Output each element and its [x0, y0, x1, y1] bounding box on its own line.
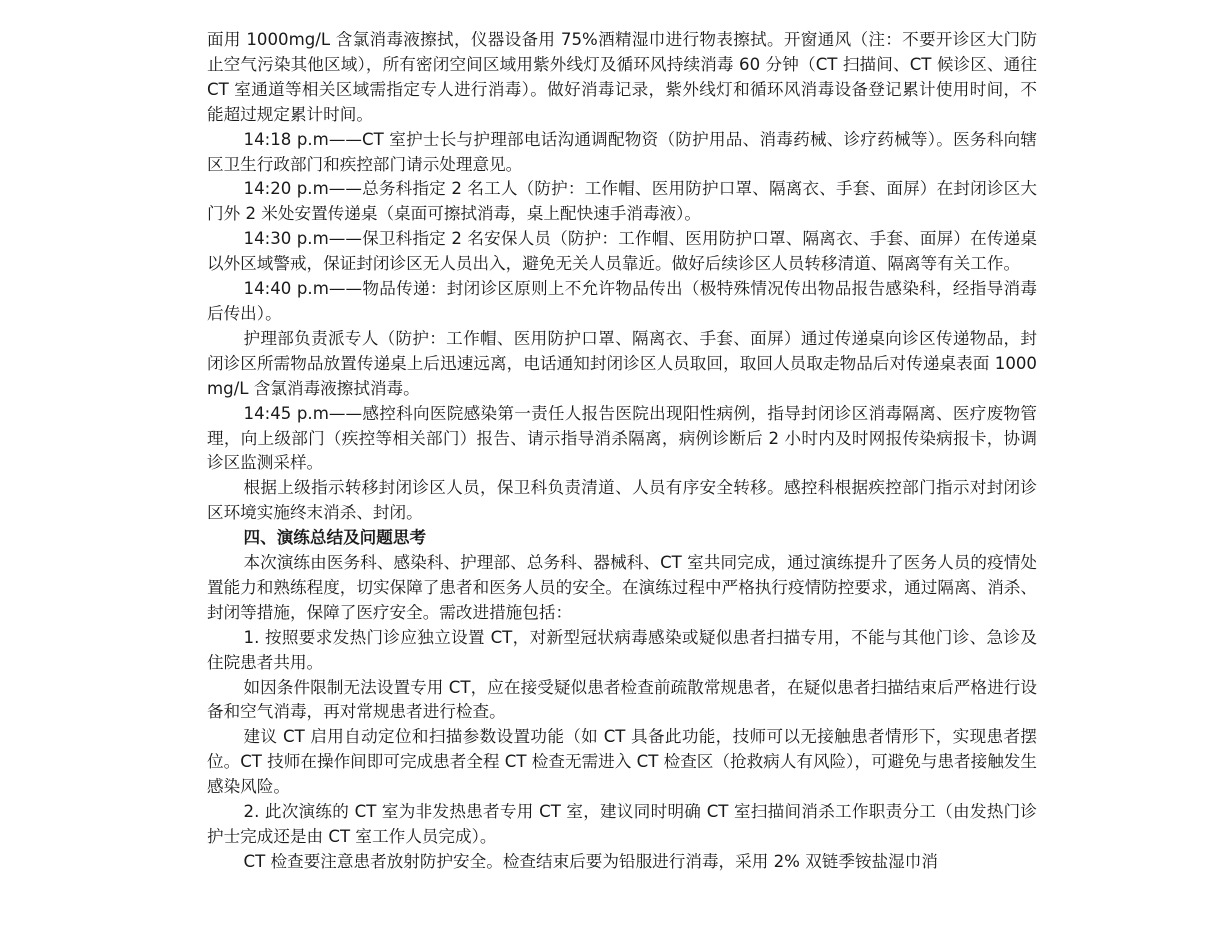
paragraph-nursing-delivery: 护理部负责派专人（防护：工作帽、医用防护口罩、隔离衣、手套、面屏）通过传递桌向诊区传递物品，封闭诊区所需物品放置传递桌上后迅速远离，电话通知封闭诊区人员取回，取回人员取走物品后对传递桌表面 1000mg/L 含氯消毒液擦拭消毒。 [207, 328, 1037, 398]
paragraph-personnel-transfer: 根据上级指示转移封闭诊区人员，保卫科负责清道、人员有序安全转移。感控科根据疾控部门指示对封闭诊区环境实施终末消杀、封闭。 [207, 478, 1037, 523]
section-heading-summary: 四、演练总结及问题思考 [243, 528, 427, 548]
paragraph-disinfection-continued: 面用 1000mg/L 含氯消毒液擦拭，仪器设备用 75%酒精湿巾进行物表擦拭。开窗通风（注：不要开诊区大门防止空气污染其他区域），所有密闭空间区域用紫外线灯及循环风持续消毒 60 分钟（CT 扫描间、CT 候诊区、通往 CT 室通道等相关区域需指定专人进行消毒）。做好消毒记录，紫外线灯和循环风消毒设备登记累计使用时间，不能超过规定累计时间。 [207, 30, 1037, 124]
paragraph-improvement-2: 2. 此次演练的 CT 室为非发热患者专用 CT 室，建议同时明确 CT 室扫描间消杀工作职责分工（由发热门诊护士完成还是由 CT 室工作人员完成）。 [207, 802, 1037, 846]
paragraph-1445-infection-control: 14:45 p.m——感控科向医院感染第一责任人报告医院出现阳性病例，指导封闭诊区消毒隔离、医疗废物管理，向上级部门（疾控等相关部门）报告、请示指导消杀隔离，病例诊断后 2 小时内及时网报传染病报卡，协调诊区监测采样。 [207, 403, 1037, 473]
paragraph-1420-transfer-table: 14:20 p.m——总务科指定 2 名工人（防护：工作帽、医用防护口罩、隔离衣、手套、面屏）在封闭诊区大门外 2 米处安置传递桌（桌面可擦拭消毒，桌上配快速手消毒液）。 [207, 179, 1037, 224]
paragraph-1430-security: 14:30 p.m——保卫科指定 2 名安保人员（防护：工作帽、医用防护口罩、隔离衣、手套、面屏）在传递桌以外区域警戒，保证封闭诊区无人员出入，避免无关人员靠近。做好后续诊区人员转移清道、隔离等有关工作。 [207, 229, 1037, 274]
document-page [207, 28, 1037, 875]
paragraph-summary: 本次演练由医务科、感染科、护理部、总务科、器械科、CT 室共同完成，通过演练提升了医务人员的疫情处置能力和熟练程度，切实保障了患者和医务人员的安全。在演练过程中严格执行疫情防控要求，通过隔离、消杀、封闭等措施，保障了医疗安全。需改进措施包括： [207, 553, 1037, 622]
paragraph-1418-supplies: 14:18 p.m——CT 室护士长与护理部电话沟通调配物资（防护用品、消毒药械、诊疗药械等）。医务科向辖区卫生行政部门和疾控部门请示处理意见。 [207, 129, 1037, 174]
paragraph-1440-item-transfer: 14:40 p.m——物品传递：封闭诊区原则上不允许物品传出（极特殊情况传出物品报告感染科，经指导消毒后传出）。 [207, 279, 1037, 323]
paragraph-improvement-1: 1. 按照要求发热门诊应独立设置 CT，对新型冠状病毒感染或疑似患者扫描专用，不能与其他门诊、急诊及住院患者共用。 [207, 627, 1037, 672]
paragraph-improvement-1-auto: 建议 CT 启用自动定位和扫描参数设置功能（如 CT 具备此功能，技师可以无接触患者情形下，实现患者摆位。CT 技师在操作间即可完成患者全程 CT 检查无需进入 CT 检查区（抢救病人有风险），可避免与患者接触发生感染风险。 [207, 727, 1037, 797]
paragraph-radiation-protection: CT 检查要注意患者放射防护安全。检查结束后要为铅服进行消毒，采用 2% 双链季铵盐湿巾消 [243, 851, 938, 871]
paragraph-improvement-1-alt: 如因条件限制无法设置专用 CT，应在接受疑似患者检查前疏散常规患者，在疑似患者扫描结束后严格进行设备和空气消毒，再对常规患者进行检查。 [207, 677, 1037, 722]
